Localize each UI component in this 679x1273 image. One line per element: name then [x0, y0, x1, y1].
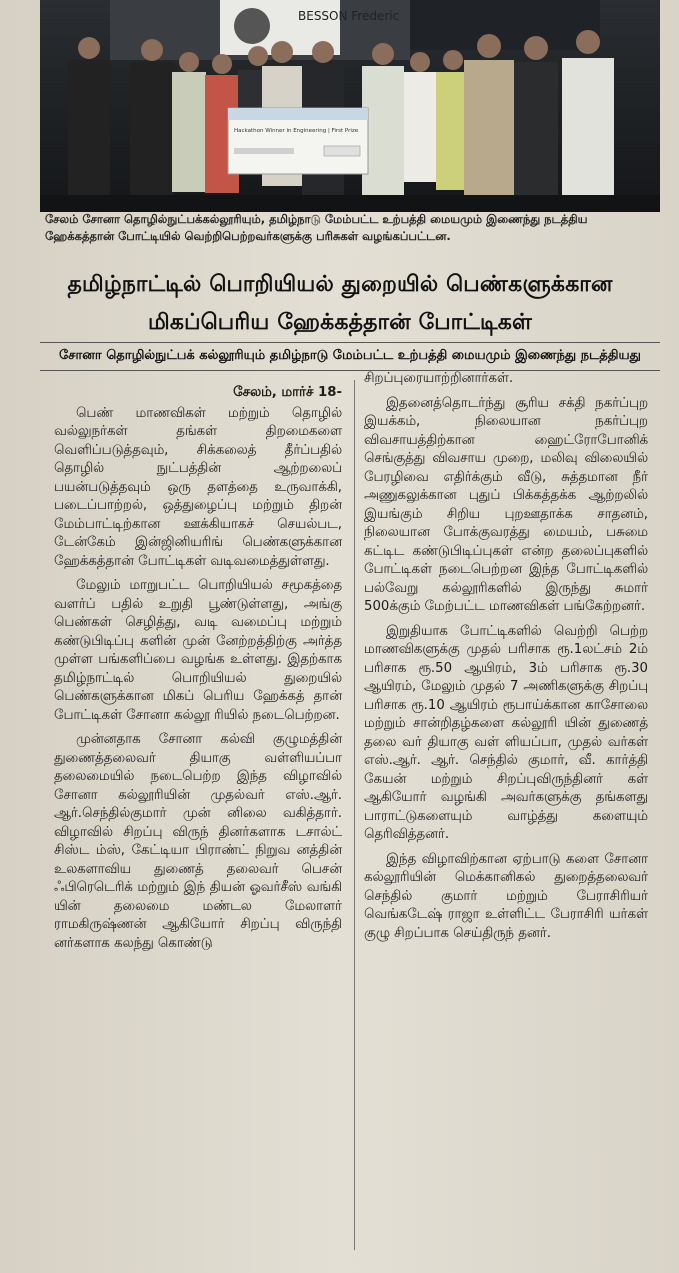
banner-text: BESSON Frederic — [298, 9, 400, 23]
event-photo — [40, 0, 660, 212]
photo-caption: சேலம் சோனா தொழில்நுட்பக்கல்லூரியும், தமிழ்நாடு மேம்பட்ட உற்பத்தி மையமும் இணைந்து நடத்திய ஹேக்கத்தான் போட்டியில் வெற்றிபெற்றவர்களுக்கு பரிசுகள் வழங்கப்பட்டன. — [45, 212, 588, 243]
paragraph-continued: சிறப்புரையாற்றினார்கள். — [364, 371, 514, 386]
paragraph: இறுதியாக போட்டிகளில் வெற்றி பெற்ற மாணவிகளுக்கு முதல் பரிசாக ரூ.1லட்சம் 2ம் பரிசாக ரூ.50 ஆயிரம், 3ம் பரிசாக ரூ.30 ஆயிரம், மேலும் முதல் 7 அணிகளுக்கு சிறப்பு பரிசாக ரூ.10 ஆயிரம் ரூபாய்க்கான காசோலை மற்றும் சான்றிதழ்களை கல்லூரி யின் துணைத் தலை வர் தியாகு வள் ளியப்பா, முதல் வர்கள் எஸ்.ஆர். ஆர். செந்தில் குமார், வீ. கார்த்தி கேயன் மற்றும் சிறப்புவிருந்தினர் கள் ஆகியோர் வழங்கி அவர்களுக்கு தங்களது பாராட்டுகளையும் வாழ்த்து களையும் தெரிவித்தனர். — [364, 623, 648, 842]
article-column-1 — [54, 384, 342, 959]
paragraph: இதனைத்தொடர்ந்து சூரிய சக்தி நகர்ப்புற இயக்கம், நிலையான நகர்ப்புற விவசாயத்திற்கான ஹைட்ரோபோனிக் செங்குத்து விவசாய முறை, மலிவு விலையில் பேரழிவை எதிர்க்கும் வீடு, சுத்தமான நீர் அணுகலுக்கான புதுப் பிக்கத்தக்க ஆற்றலில் இயங்கும் சிறிய புறஊதாக்க சாதனம், நிலையான போக்குவரத்து மையம், பசுமை கட்டிட கண்டுபிடிப்புகள் என்ற தலைப்புகளில் போட்டிகள் நடைபெற்றன இந்த போட்டிகளில் பல்வேறு கல்லூரிகளில் இருந்து சுமார் 500க்கும் மேற்பட்ட மாணவிகள் பங்கேற்றனர். — [364, 395, 648, 614]
dateline: சேலம், மார்ச் 18- — [233, 385, 342, 400]
divider-top — [40, 342, 660, 343]
headline-line-1: தமிழ்நாட்டில் பொறியியல் துறையில் பெண்களுக்கான — [67, 272, 613, 297]
paragraph: முன்னதாக சோனா கல்வி குழுமத்தின் துணைத்தலைவர் தியாகு வள்ளியப்பா தலைமையில் நடைபெற்ற இந்த விழாவில் சோனா கல்லூரியின் முதல்வர் எஸ்.ஆர். ஆர்.செந்தில்குமார் முன் னிலை வகித்தார். விழாவில் சிறப்பு விருந் தினர்களாக டசால்ட் சிஸ்ட ம்ஸ், கேட்டியா பிராண்ட் நிறுவ னத்தின் உலகளாவிய துணைத் தலைவர் பெசன் ஃபிரெடெரிக் மற்றும் இந் தியன் ஓவர்சீஸ் வங்கி யின் தலைமை மண்டல மேலாளர் ராமகிருஷ்ணன் ஆகியோர் சிறப்பு விருந்தி னர்களாக கலந்து கொண்டு — [54, 732, 342, 951]
paragraph: மேலும் மாறுபட்ட பொறியியல் சமூகத்தை வளர்ப் பதில் உறுதி பூண்டுள்ளது, அங்கு பெண்கள் செழித்து, வடி வமைப்பு மற்றும் கண்டுபிடிப்பு களின் முன் னேற்றத்திற்கு அர்த்த முள்ள பங்களிப்பை வழங்க உள்ளது. இதற்காக தமிழ்நாட்டில் பொறியியல் துறையில் பெண்களுக்கான மிகப் பெரிய ஹேக்கத் தான் போட்டிகள் சோனா கல்லூ ரியில் நடைபெற்றன. — [54, 578, 342, 723]
headline-line-2: மிகப்பெரிய ஹேக்கத்தான் போட்டிகள் — [147, 310, 533, 335]
paragraph: பெண் மாணவிகள் மற்றும் தொழில் வல்லுநர்கள் தங்கள் திறமைகளை வெளிப்படுத்தவும், சிக்கலைத் தீர்ப்பதில் தொழில் நுட்பத்தின் ஆற்றலைப் பயன்படுத்தவும் ஒரு தளத்தை உருவாக்கி, படைப்பாற்றல், ஒத்துழைப்பு மற்றும் திறன் மேம்பாட்டிற்கான ஊக்கியாகச் செயல்பட, டேன்கேம் இன்ஜினியரிங் பெண்களுக்கான ஹேக்கத்தான் போட்டிகள் வடிவமைத்துள்ளது. — [54, 405, 342, 569]
cheque-text: Hackathon Winner in Engineering | First Prize — [234, 128, 359, 134]
article-column-2 — [364, 370, 648, 949]
paragraph: இந்த விழாவிற்கான ஏற்பாடு களை சோனா கல்லூரியின் மெக்கானிகல் துறைத்தலைவர் செந்தில் குமார் மற்றும் பேராசிரியர் வெங்கடேஷ் ராஜா உள்ளிட்ட பேராசிரி யர்கள் குழு சிறப்பாக செய்திருந் தனர். — [364, 851, 648, 941]
subheadline: சோனா தொழில்நுட்பக் கல்லூரியும் தமிழ்நாடு மேம்பட்ட உற்பத்தி மையமும் இணைந்து நடத்தியது — [59, 348, 641, 363]
column-divider — [354, 380, 355, 1250]
